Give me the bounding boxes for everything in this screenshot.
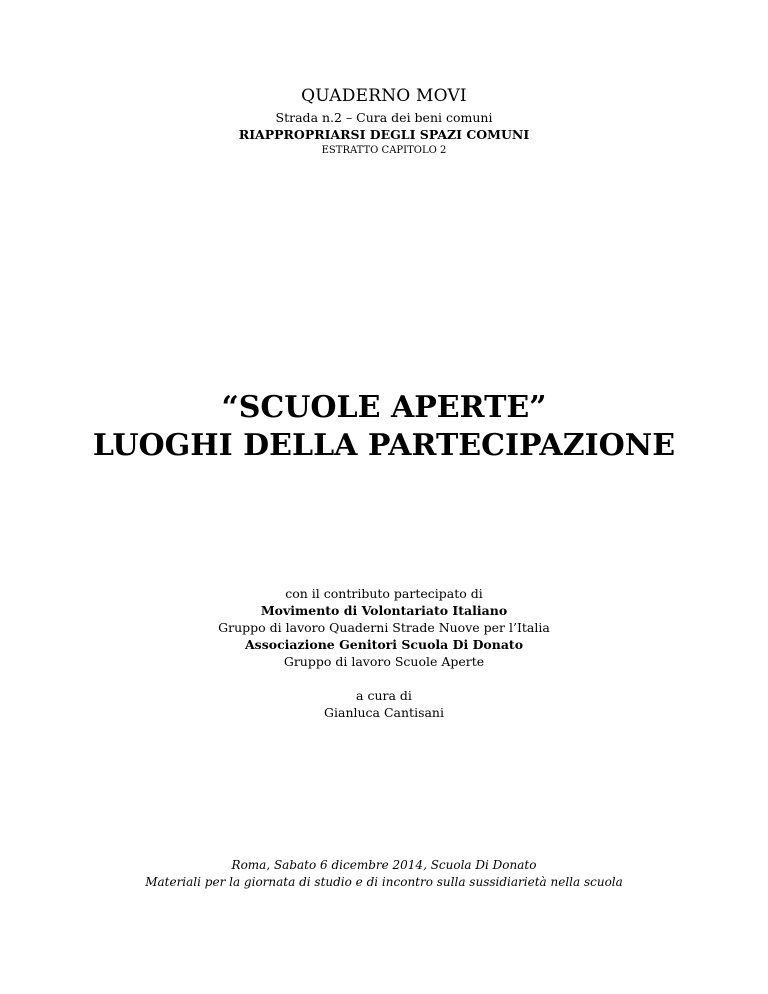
contributor-group-quaderni: Gruppo di lavoro Quaderni Strade Nuove per l’Italia bbox=[218, 620, 550, 635]
main-title-line2: LUOGHI DELLA PARTECIPAZIONE bbox=[92, 428, 676, 463]
editor-label: a cura di bbox=[356, 688, 412, 703]
footer-place-date: Roma, Sabato 6 dicembre 2014, Scuola Di Donato bbox=[231, 858, 537, 872]
header-extract: ESTRATTO CAPITOLO 2 bbox=[321, 145, 447, 156]
header-title: QUADERNO MOVI bbox=[301, 86, 467, 106]
main-title-line1: “SCUOLE APERTE” bbox=[221, 390, 547, 425]
editor-name: Gianluca Cantisani bbox=[324, 705, 444, 720]
footer-description: Materiali per la giornata di studio e di incontro sulla sussidiarietà nella scuola bbox=[145, 875, 623, 889]
contributor-org-genitori: Associazione Genitori Scuola Di Donato bbox=[244, 637, 524, 652]
header-subtitle: Strada n.2 – Cura dei beni comuni bbox=[275, 110, 493, 125]
header-section: RIAPPROPRIARSI DEGLI SPAZI COMUNI bbox=[238, 127, 530, 142]
contributor-org-movi: Movimento di Volontariato Italiano bbox=[260, 603, 508, 618]
contributor-group-scuole-aperte: Gruppo di lavoro Scuole Aperte bbox=[283, 654, 485, 669]
contributors-intro: con il contributo partecipato di bbox=[285, 586, 483, 601]
